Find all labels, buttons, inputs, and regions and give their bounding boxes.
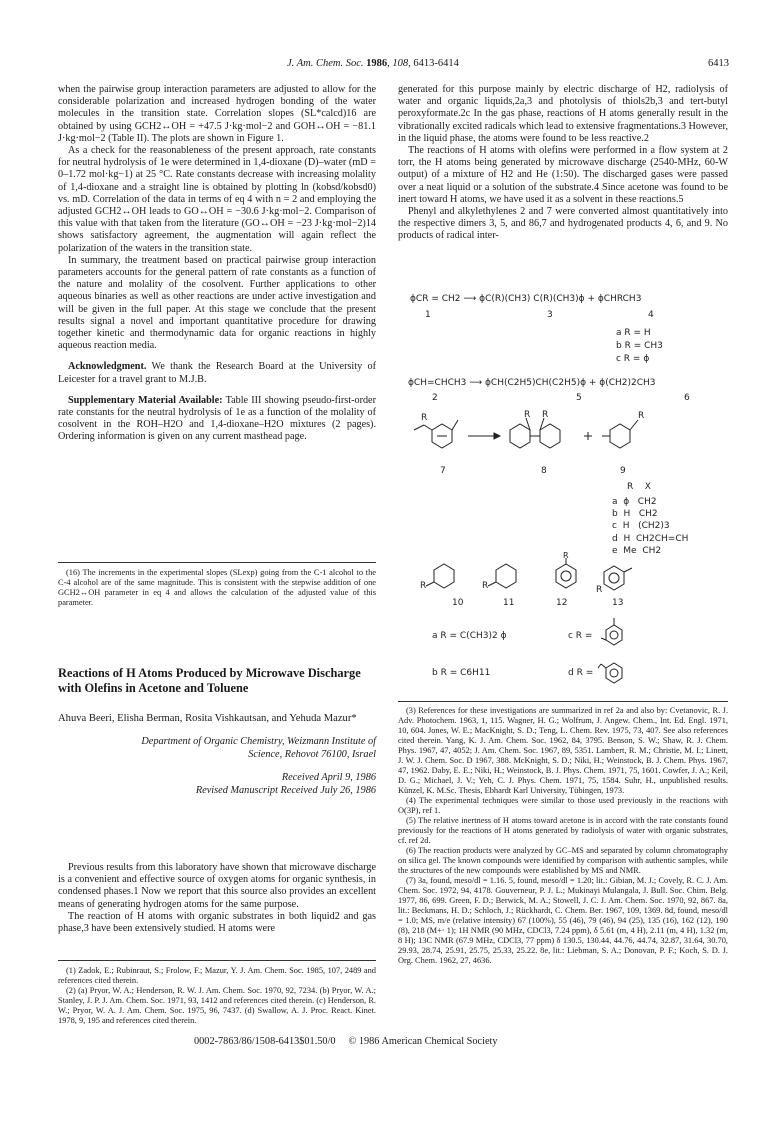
- substituent: b R = CH3: [616, 341, 663, 351]
- footnote-divider: [398, 701, 728, 702]
- paragraph: The reaction of H atoms with organic substrates in both liquid2 and gas phase,3 have been extensively studied. H atoms were: [58, 910, 376, 935]
- footnote-6: (6) The reaction products were analyzed by GC–MS and separated by column chromatography on silica gel. The known compounds were identified by comparison with authentic samples, while the structures of the new compounds were established by MS and NMR.: [398, 846, 728, 875]
- compound-structures-10-13: [420, 551, 650, 598]
- received-date: Received April 9, 1986: [281, 772, 376, 783]
- copyright: © 1986 American Chemical Society: [348, 1036, 498, 1047]
- article-body-left: [58, 862, 376, 935]
- footnote-3: (3) References for these investigations are summarized in ref 2a and also by: Cvetanovic, R. J. Adv. Photochem. 1963, 1, 115. Wagner, H. G.; Wolfrum, J. Angew. Chem., Int. Ed. Engl. 1971, 10, 604. Jones, W. E.; MacKnight, S. D.; Teng, L. Chem. Rev. 1975, 73, 407. See also references cited therein. Yang, K. J. Am. Chem. Soc. 1962, 84, 3795. Benson, S. W.; Shaw, R. J. Chem. Phys. 1967, 47, 4052; J. Am. Chem. Soc. 1967, 89, 5351. Lambert, R. M.; Christie, M. I.; Linett, J. W. J. Chem. Soc. D 1967, 388. McKnight, S. D.; Niki, H.; Weinstock, B. J. Chem. Phys. 1967, 47, 1962. Daby, E. E.; Niki, H.; Weinstock, B. J. Phys. Chem. 1971, 75, 1601. Cowfer, J. A.; Keil, D. G.; Michael, J. V.; Yeh, C. J. Phys. Chem. 1971, 75, 1584. Suhr, H., unpublished results. Künzel, K. M.Sc. Thesis, Ebhardt Karl University, Tübingen, 1973.: [398, 706, 728, 795]
- journal-name: J. Am. Chem. Soc.: [287, 58, 364, 69]
- scheme-1-reaction: ϕCR = CH2 ⟶ ϕC(R)(CH3) C(R)(CH3)ϕ + ϕCHRCH3: [410, 294, 642, 304]
- compound-number: 12: [556, 598, 568, 608]
- left-column-top: [58, 84, 376, 444]
- scheme-2-reaction: ϕCH=CHCH3 ⟶ ϕCH(C2H5)CH(C2H5)ϕ + ϕ(CH2)2CH3: [408, 378, 656, 388]
- svg-text:R: R: [542, 410, 549, 420]
- footer: [194, 1036, 498, 1047]
- right-column-body: [398, 84, 728, 243]
- svg-text:R: R: [596, 585, 603, 595]
- table-row: b H CH2: [612, 509, 658, 520]
- paragraph: Previous results from this laboratory have shown that microwave discharge is a convenient and effective source of oxygen atoms for organic synthesis, in condensed phases.1 Now we report that this source also provides an excellent means of generating hydrogen atoms for the same purpose.: [58, 862, 376, 910]
- paragraph: when the pairwise group interaction parameters are adjusted to allow for the considerable polarization and increased hydrogen bonding of the water molecules in the transition state. Correlation slopes (SL*calcd)16 are obtained by using GCH2↔OH = +47.5 J·kg·mol−2 and GOH↔OH = −81.1 J·kg·mol−2 (Table II). The plots are shown in Figure 1.: [58, 84, 376, 144]
- svg-text:R: R: [420, 581, 427, 591]
- footnote-16: (16) The increments in the experimental slopes (SLexp) going from the C-1 alcohol to the C-4 alcohol are of the same magnitude. This is consistent with the stepwise addition of one GCH2↔OH parameter in eq 4 and allows the calculation of the adjusted value of this parameter.: [58, 568, 376, 607]
- compound-number: 11: [503, 598, 515, 608]
- journal-volume: 108: [392, 58, 409, 69]
- compound-number: 4: [648, 310, 654, 320]
- r-definition: b R = C6H11: [432, 668, 491, 678]
- r-definition: c R =: [568, 631, 593, 641]
- compound-number: 10: [452, 598, 464, 608]
- table-row: c H (CH2)3: [612, 521, 670, 532]
- substituent: c R = ϕ: [616, 354, 650, 364]
- revised-date: Revised Manuscript Received July 26, 1986: [195, 785, 376, 796]
- journal-year: 1986: [366, 58, 388, 69]
- compound-number: 6: [684, 393, 690, 403]
- paragraph: The reactions of H atoms with olefins were performed in a flow system at 2 torr, the H atoms being generated by microwave discharge (2540-MHz, 60-W output) of a mixture of H2 and He (1:50). The discharged gases were passed over a neat liquid or a solution of the substrate.4 Since acetone was found to be inert toward H atoms, we have used it as a solvent in these reactions.5: [398, 145, 728, 205]
- svg-text:R: R: [421, 413, 428, 423]
- article-header: [58, 666, 376, 797]
- svg-text:R: R: [482, 581, 489, 591]
- table-row: d H CH2CH=CH: [612, 533, 689, 544]
- paragraph: generated for this purpose mainly by electric discharge of H2, radiolysis of water and organic liquids,2a,3 and photolysis of thiols2b,3 and tert-butyl peroxyformate.2c In the gas phase, reactions of H atoms generally result in the vibrationally excited radicals which lead to extensive fragmentations.3 However, in the liquid phase, the atoms were found to be less reactive.2: [398, 84, 729, 144]
- paragraph: Phenyl and alkylethylenes 2 and 7 were converted almost quantitatively into the respective dimers 3, 5, and 86,7 and hydrogenated products 4, 6, and 9. No products of radical inter-: [398, 206, 728, 242]
- footnote-1: (1) Zadok, E.; Rubinraut, S.; Frolow, F.; Mazur, Y. J. Am. Chem. Soc. 1985, 107, 2489 and references cited therein.: [58, 966, 376, 985]
- compound-number: 7: [440, 466, 446, 476]
- footnote-divider: [58, 960, 376, 961]
- paragraph: As a check for the reasonableness of the present approach, rate constants for neutral hydrolysis of 1e were determined in 1,4-dioxane (D)–water (mD = 0–1.72 mol·kg−1) at 25 °C. Rate constants decrease with increasing molality of 1,4-dioxane and a straight line is obtained by plotting ln (kobsd/kobsd0) vs. mD. Correlation of the data in terms of eq 4 with n = 2 and employing the adjusted GCH2↔OH leads to GO↔OH = −30.6 J·kg·mol−2. Comparison of this value with that taken from the literature (GO↔OH = −23 J·kg·mol−2)14 shows satisfactory agreement, the augmentation will again reflect the polarization of the waters in the transition state.: [58, 145, 376, 254]
- issn-code: 0002-7863/86/1508-6413$01.50/0: [194, 1036, 336, 1047]
- scheme-3-structures: [398, 408, 728, 468]
- running-header: J. Am. Chem. Soc. 1986, 108, 6413-6414: [287, 58, 459, 69]
- r-definition: d R =: [568, 668, 594, 678]
- compound-number: 3: [547, 310, 553, 320]
- footnote-5: (5) The relative inertness of H atoms toward acetone is in accord with the rate constants found previously for the reactions of H atoms generated by radiolysis of water with organic substrates, cf. ref 2d.: [398, 816, 728, 845]
- authors: Ahuva Beeri, Elisha Berman, Rosita Vishkautsan, and Yehuda Mazur*: [58, 713, 357, 724]
- compound-number: 5: [576, 393, 582, 403]
- aryl-substituent-d: [598, 654, 628, 688]
- compound-number: 9: [620, 466, 626, 476]
- svg-text:R: R: [563, 551, 569, 560]
- footnotes-right: [398, 706, 728, 966]
- article-title: Reactions of H Atoms Produced by Microwave Discharge with Olefins in Acetone and Toluene: [58, 666, 361, 695]
- supplementary-material: Supplementary Material Available: Table III showing pseudo-first-order rate constants for the neutral hydrolysis of 1e as a function of the molality of cosolvent in the ROH–H2O and 1,4-dioxane–H2O mixtures (2 pages). Ordering information is given on any current masthead page.: [58, 394, 376, 443]
- table-header: R X: [627, 482, 651, 492]
- compound-number: 1: [425, 310, 431, 320]
- page-number: 6413: [708, 58, 729, 69]
- footnote-7: (7) 3a, found, meso/dl = 1.16. 5, found, meso/dl = 1.20; lit.: Gibian, M. J.; Covely, R. C. J. Am. Chem. Soc. 1972, 94, 4178. Gouverneur, P. J. L.; Mukinayi Mulangala, J. Bull. Soc. Chim. Belg. 1977, 86, 699. Green, F. D.; Berwick, M. A.; Stowell, J. C. J. Am. Chem. Soc. 1970, 92, 867. 8a, lit.: Beckmans, H. D.; Schloch, J.; Rückhardt, C. Chem. Ber. 1967, 109, 1369. 8d, found, meso/dl = 1.0; MS, m/e (relative intensity) 67 (100%), 55 (46), 79 (46), 94 (25), 135 (16), 162 (12), 190 (8), 218 (M+· 1); 1H NMR (90 MHz, CDCl3, 7.24 ppm), δ 5.61 (m, 4 H), 2.11 (m, 4 H), 1.32 (m, 8 H); 13C NMR (67.9 MHz, CDCl3, 77 ppm) δ 130.5, 130.44, 44.76, 44.74, 32.87, 31.64, 30.70, 29.93, 28.74, 25.91, 25.75, 25.33, 25.22. 8e, lit.: Liebman, S. A.; Donovan, P. F.; Koch, S. D. J. Org. Chem. 1962, 27, 4636.: [398, 876, 728, 965]
- table-row: e Me CH2: [612, 545, 662, 556]
- acknowledgment: Acknowledgment. We thank the Research Board at the University of Leicester for a travel grant to M.J.B.: [58, 361, 376, 385]
- svg-text:R: R: [524, 410, 531, 420]
- compound-number: 8: [541, 466, 547, 476]
- compound-number: 2: [432, 393, 438, 403]
- substituent-table: [612, 496, 688, 557]
- substituent: a R = H: [616, 328, 651, 338]
- page-range: 6413-6414: [413, 58, 459, 69]
- footnote-divider: [58, 562, 376, 563]
- aryl-substituent-c: [598, 616, 628, 650]
- footnote-4: (4) The experimental techniques were similar to those used previously in the reactions with O(3P), ref 1.: [398, 796, 728, 815]
- svg-text:R: R: [638, 411, 645, 421]
- footnote-2: (2) (a) Pryor, W. A.; Henderson, R. W. J. Am. Chem. Soc. 1970, 92, 7234. (b) Pryor, W. A.; Stanley, J. P. J. Am. Chem. Soc. 1971, 93, 1412 and references cited therein. (c) Henderson, R. W.; Pryor, W. A. J. Am. Chem. Soc. 1975, 96, 7437. (d) Swallow, A. J. Proc. React. Kinet. 1978, 9, 195 and references cited therein.: [58, 986, 376, 1025]
- r-definition: a R = C(CH3)2 ϕ: [432, 631, 507, 641]
- compound-number: 13: [612, 598, 624, 608]
- table-row: a ϕ CH2: [612, 497, 657, 507]
- affiliation: Department of Organic Chemistry, Weizmann Institute of Science, Rehovot 76100, Israel: [141, 736, 376, 760]
- footnotes-left: [58, 966, 376, 1026]
- paragraph: In summary, the treatment based on practical pairwise group interaction parameters accounts for the general pattern of rate constants as a function of the nature and molality of the cosolvent. Further applications to other aqueous binaries as well as other reactions are under active investigation and will be given in the full paper. At this stage we conclude that the present results signal a novel and important quantitative procedure for drawing together kinetic and thermodynamic data for organic reactions in highly aqueous reaction media.: [58, 254, 376, 352]
